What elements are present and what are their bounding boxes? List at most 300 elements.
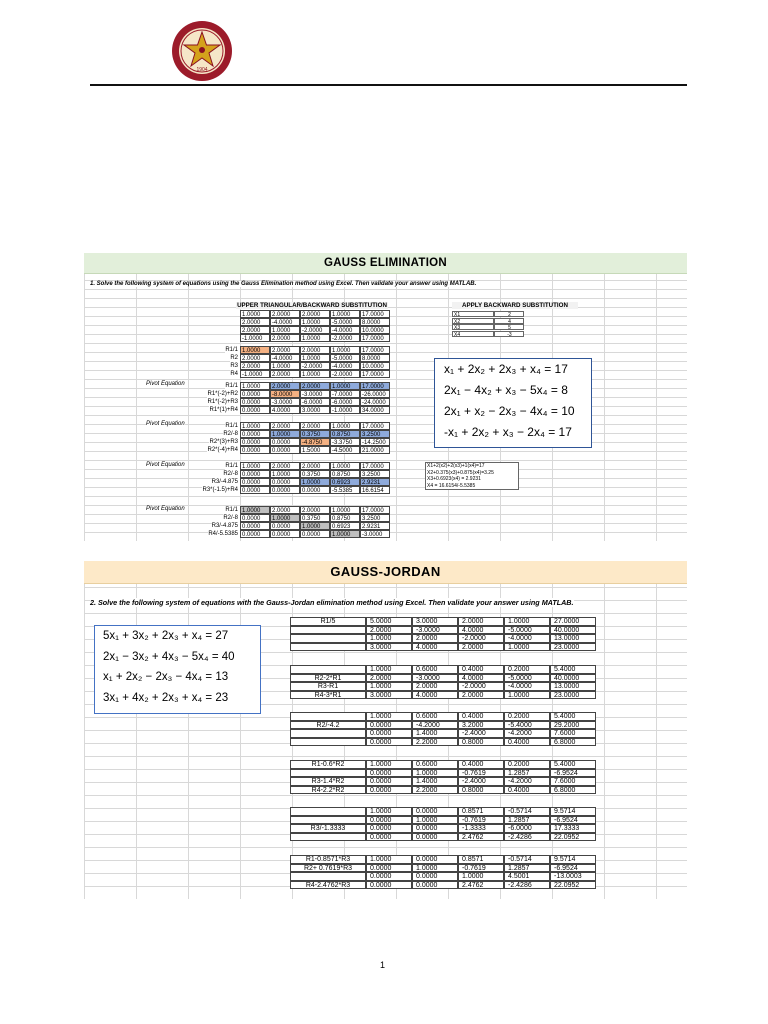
table-cell: 0.0000 bbox=[240, 478, 270, 486]
row-operation-label bbox=[290, 807, 366, 816]
table-cell: 4.0000 bbox=[458, 626, 504, 635]
table-cell: 1.0000 bbox=[240, 506, 270, 514]
table-cell: -1.3333 bbox=[458, 824, 504, 833]
row-operation-label bbox=[290, 833, 366, 842]
table-cell: 0.0000 bbox=[366, 881, 412, 890]
table-row bbox=[290, 816, 596, 825]
row-operation-label: R3-R1 bbox=[290, 682, 366, 691]
table-cell: 2.0000 bbox=[458, 691, 504, 700]
table-cell: 7.6000 bbox=[550, 729, 596, 738]
variable-name: X2 bbox=[452, 318, 494, 324]
table-cell: 1.0000 bbox=[330, 346, 360, 354]
table-cell: 0.8571 bbox=[458, 855, 504, 864]
table-cell: -4.2000 bbox=[504, 777, 550, 786]
table-cell: 2.0000 bbox=[412, 682, 458, 691]
table-cell: 2.9231 bbox=[360, 522, 390, 530]
back-sub-line: X3+0.6923(x4) = 2.9231 bbox=[427, 476, 481, 482]
table-cell: 1.0000 bbox=[240, 346, 270, 354]
table-cell: 2.0000 bbox=[270, 422, 300, 430]
table-row bbox=[223, 430, 390, 438]
table-cell: 2.0000 bbox=[270, 334, 300, 342]
table-cell: -3.0000 bbox=[300, 390, 330, 398]
gauss-elimination-question: 1. Solve the following system of equations using the Gauss Elimination method using Excel. Then validate your answer using MATLAB. bbox=[90, 281, 477, 287]
table-row bbox=[211, 478, 390, 486]
gauss-jordan-section bbox=[84, 561, 687, 899]
table-cell: 5.4000 bbox=[550, 665, 596, 674]
table-cell: 1.0000 bbox=[270, 470, 300, 478]
table-cell: 0.8750 bbox=[330, 514, 360, 522]
table-cell: -8.0000 bbox=[270, 390, 300, 398]
table-row bbox=[290, 833, 596, 842]
equation: 2x₁ − 4x₂ + x₃ − 5x₄ = 8 bbox=[444, 383, 568, 397]
table-cell: 0.4000 bbox=[458, 665, 504, 674]
row-operation-label: R1/1 bbox=[225, 347, 238, 353]
table-cell: 1.0000 bbox=[240, 382, 270, 390]
table-cell: 1.0000 bbox=[412, 816, 458, 825]
table-row bbox=[290, 881, 596, 890]
row-operation-label: R1-0.8571*R3 bbox=[290, 855, 366, 864]
table-cell: 8.0000 bbox=[360, 354, 390, 362]
table-cell: 27.0000 bbox=[550, 617, 596, 626]
equation: x₁ + 2x₂ + 2x₃ + x₄ = 17 bbox=[444, 362, 568, 376]
table-cell: 1.2857 bbox=[504, 769, 550, 778]
back-sub-line: X4 = 16.6154/-5.5385 bbox=[427, 482, 476, 489]
row-operation-label: R2*(-4)+R4 bbox=[207, 447, 238, 453]
table-cell: -2.4000 bbox=[458, 777, 504, 786]
variable-value: 2 bbox=[494, 311, 524, 317]
table-cell: 0.3750 bbox=[300, 470, 330, 478]
table-cell: -7.0000 bbox=[330, 390, 360, 398]
table-row bbox=[223, 470, 390, 478]
table-cell: 1.0000 bbox=[300, 334, 330, 342]
table-cell: 0.0000 bbox=[412, 833, 458, 842]
table-cell: 0.6000 bbox=[412, 712, 458, 721]
table-cell: 0.0000 bbox=[366, 824, 412, 833]
table-cell: 2.0000 bbox=[270, 370, 300, 378]
table-cell: 0.0000 bbox=[270, 478, 300, 486]
table-row bbox=[230, 362, 390, 370]
table-cell: 9.5714 bbox=[550, 807, 596, 816]
table-row bbox=[202, 486, 390, 494]
table-cell: -3.0000 bbox=[412, 626, 458, 635]
equation: -x₁ + 2x₂ + x₃ − 2x₄ = 17 bbox=[444, 425, 572, 439]
table-cell: 2.0000 bbox=[270, 346, 300, 354]
table-cell: 0.0000 bbox=[366, 729, 412, 738]
table-cell: 17.0000 bbox=[360, 370, 390, 378]
table-cell: 1.0000 bbox=[330, 506, 360, 514]
row-operation-label: R1/5 bbox=[290, 617, 366, 626]
table-cell: 3.0000 bbox=[366, 643, 412, 652]
table-cell: 2.0000 bbox=[300, 382, 330, 390]
table-cell: -2.0000 bbox=[300, 362, 330, 370]
table-cell: 2.0000 bbox=[300, 462, 330, 470]
row-operation-label: R2*(3)+R3 bbox=[209, 439, 238, 445]
row-operation-label: R2+ 0.7619*R3 bbox=[290, 864, 366, 873]
row-operation-label: R3/-4.875 bbox=[211, 523, 238, 529]
table-cell: 1.0000 bbox=[300, 318, 330, 326]
table-cell: 2.0000 bbox=[366, 674, 412, 683]
table-cell: 2.0000 bbox=[240, 362, 270, 370]
table-cell: -3.0000 bbox=[412, 674, 458, 683]
table-cell: 17.0000 bbox=[360, 462, 390, 470]
table-cell: 2.2000 bbox=[412, 786, 458, 795]
table-cell: -0.7619 bbox=[458, 816, 504, 825]
table-cell: 0.0000 bbox=[366, 721, 412, 730]
row-operation-label: R2/-8 bbox=[223, 515, 238, 521]
table-cell: -2.4000 bbox=[458, 729, 504, 738]
table-cell: 2.0000 bbox=[300, 346, 330, 354]
table-cell: 0.0000 bbox=[240, 514, 270, 522]
table-cell: -4.0000 bbox=[330, 362, 360, 370]
solution-row bbox=[452, 324, 524, 330]
table-cell: 0.4000 bbox=[458, 712, 504, 721]
back-sub-line: X2+0.375(x3)+0.875(x4)=3.25 bbox=[427, 469, 494, 476]
table-cell: 2.0000 bbox=[240, 354, 270, 362]
table-cell: 8.0000 bbox=[360, 318, 390, 326]
table-cell: 2.4762 bbox=[458, 833, 504, 842]
table-cell: -5.0000 bbox=[504, 674, 550, 683]
table-row bbox=[290, 691, 596, 700]
table-cell: 0.0000 bbox=[366, 864, 412, 873]
table-cell: 3.0000 bbox=[412, 617, 458, 626]
table-cell: 2.0000 bbox=[300, 310, 330, 318]
page-number: 1 bbox=[380, 960, 386, 970]
row-operation-label: R4-2.2*R2 bbox=[290, 786, 366, 795]
table-cell: -1.0000 bbox=[240, 370, 270, 378]
table-cell: 0.8000 bbox=[458, 738, 504, 747]
table-row bbox=[223, 514, 390, 522]
gauss-elimination-title: GAUSS ELIMINATION bbox=[84, 253, 687, 274]
table-cell: -5.4000 bbox=[504, 721, 550, 730]
table-cell: 17.0000 bbox=[360, 334, 390, 342]
row-operation-label: R4-3*R1 bbox=[290, 691, 366, 700]
table-cell: 0.6000 bbox=[412, 760, 458, 769]
table-cell: -3.0000 bbox=[270, 398, 300, 406]
table-cell: 0.0000 bbox=[240, 446, 270, 454]
table-row bbox=[290, 729, 596, 738]
table-row bbox=[240, 326, 390, 334]
table-cell: 1.0000 bbox=[270, 430, 300, 438]
table-cell: 0.0000 bbox=[240, 522, 270, 530]
table-cell: 1.0000 bbox=[412, 864, 458, 873]
table-cell: 0.0000 bbox=[270, 530, 300, 538]
table-cell: 0.8000 bbox=[458, 786, 504, 795]
header-rule bbox=[90, 84, 687, 86]
table-cell: 5.4000 bbox=[550, 760, 596, 769]
table-row bbox=[211, 522, 390, 530]
pivot-equation-label: Pivot Equation bbox=[146, 421, 185, 427]
table-row bbox=[240, 310, 390, 318]
table-row bbox=[207, 398, 390, 406]
table-cell: 0.0000 bbox=[240, 438, 270, 446]
table-cell: 2.0000 bbox=[412, 634, 458, 643]
table-cell: 1.0000 bbox=[330, 530, 360, 538]
table-cell: 13.0000 bbox=[550, 634, 596, 643]
table-cell: 1.2857 bbox=[504, 864, 550, 873]
pivot-equation-label: Pivot Equation bbox=[146, 506, 185, 512]
row-operation-label bbox=[290, 712, 366, 721]
table-cell: 1.0000 bbox=[330, 382, 360, 390]
table-cell: 4.0000 bbox=[270, 406, 300, 414]
row-operation-label bbox=[290, 738, 366, 747]
table-cell: 1.0000 bbox=[366, 712, 412, 721]
gauss-jordan-title: GAUSS-JORDAN bbox=[84, 561, 687, 584]
variable-value: 5 bbox=[494, 324, 524, 330]
table-cell: 17.3333 bbox=[550, 824, 596, 833]
table-cell: 0.0000 bbox=[240, 398, 270, 406]
table-cell: 0.0000 bbox=[366, 777, 412, 786]
table-row bbox=[225, 462, 390, 470]
back-sub-line: X1+2(x2)+2(x3)+1(x4)=17 bbox=[427, 463, 485, 469]
table-row bbox=[290, 786, 596, 795]
pivot-equation-label: Pivot Equation bbox=[146, 381, 185, 387]
table-row bbox=[230, 354, 390, 362]
table-cell: -4.0000 bbox=[270, 318, 300, 326]
table-cell: -2.0000 bbox=[458, 634, 504, 643]
table-row bbox=[225, 346, 390, 354]
table-cell: 10.0000 bbox=[360, 326, 390, 334]
row-operation-label bbox=[290, 769, 366, 778]
row-operation-label: R1/1 bbox=[225, 383, 238, 389]
table-cell: 1.0000 bbox=[366, 807, 412, 816]
table-cell: 1.0000 bbox=[240, 462, 270, 470]
table-cell: 4.0000 bbox=[412, 643, 458, 652]
table-row bbox=[240, 334, 390, 342]
variable-name: X4 bbox=[452, 331, 494, 337]
table-cell: -6.9524 bbox=[550, 769, 596, 778]
table-row bbox=[230, 370, 390, 378]
table-cell: 3.0000 bbox=[300, 406, 330, 414]
table-cell: 0.0000 bbox=[366, 816, 412, 825]
row-operation-label: R2/-8 bbox=[223, 471, 238, 477]
table-row bbox=[290, 674, 596, 683]
row-operation-label: R1-0.6*R2 bbox=[290, 760, 366, 769]
table-cell: 40.0000 bbox=[550, 626, 596, 635]
table-cell: 2.0000 bbox=[300, 506, 330, 514]
solution-row bbox=[452, 318, 524, 324]
table-cell: -6.0000 bbox=[504, 824, 550, 833]
university-seal-logo bbox=[163, 19, 241, 83]
table-cell: 1.0000 bbox=[300, 370, 330, 378]
table-cell: 2.0000 bbox=[270, 462, 300, 470]
svg-text:1904: 1904 bbox=[196, 67, 208, 73]
table-cell: 2.0000 bbox=[270, 310, 300, 318]
table-cell: 1.0000 bbox=[366, 760, 412, 769]
table-row bbox=[225, 506, 390, 514]
gauss-elimination-section bbox=[84, 253, 687, 541]
variable-name: X1 bbox=[452, 311, 494, 317]
table-cell: 1.0000 bbox=[504, 691, 550, 700]
table-row bbox=[209, 406, 390, 414]
table-row bbox=[290, 777, 596, 786]
table-cell: 2.4762 bbox=[458, 881, 504, 890]
table-cell: 1.0000 bbox=[330, 310, 360, 318]
table-cell: -5.0000 bbox=[330, 318, 360, 326]
table-cell: -0.5714 bbox=[504, 855, 550, 864]
table-cell: 1.5000 bbox=[300, 446, 330, 454]
table-cell: 6.8000 bbox=[550, 786, 596, 795]
table-cell: 0.0000 bbox=[300, 486, 330, 494]
table-cell: 2.9231 bbox=[360, 478, 390, 486]
table-cell: 21.0000 bbox=[360, 446, 390, 454]
row-operation-label bbox=[290, 816, 366, 825]
table-cell: 23.0000 bbox=[550, 691, 596, 700]
table-cell: 0.0000 bbox=[240, 430, 270, 438]
table-cell: 0.0000 bbox=[240, 486, 270, 494]
row-operation-label: R3*(-1.5)+R4 bbox=[202, 487, 238, 493]
table-cell: -4.0000 bbox=[504, 682, 550, 691]
table-cell: -4.0000 bbox=[504, 634, 550, 643]
table-cell: -1.0000 bbox=[330, 406, 360, 414]
table-cell: 3.2500 bbox=[360, 430, 390, 438]
gauss-jordan-equations-box bbox=[94, 625, 261, 714]
table-row bbox=[290, 634, 596, 643]
table-cell: 1.0000 bbox=[240, 310, 270, 318]
pivot-equation-label: Pivot Equation bbox=[146, 462, 185, 468]
table-cell: 1.0000 bbox=[270, 326, 300, 334]
table-cell: -0.7619 bbox=[458, 769, 504, 778]
table-cell: 0.0000 bbox=[270, 446, 300, 454]
table-row bbox=[290, 721, 596, 730]
table-cell: 40.0000 bbox=[550, 674, 596, 683]
table-cell: 1.0000 bbox=[300, 478, 330, 486]
row-operation-label: R1*(-2)+R2 bbox=[207, 391, 238, 397]
row-operation-label: R1/1 bbox=[225, 507, 238, 513]
row-operation-label: R1/1 bbox=[225, 463, 238, 469]
table-cell: 0.0000 bbox=[240, 530, 270, 538]
equation: 2x₁ − 3x₂ + 4x₃ − 5x₄ = 40 bbox=[103, 650, 235, 663]
row-operation-label: R2/-4.2 bbox=[290, 721, 366, 730]
table-cell: 2.2000 bbox=[412, 738, 458, 747]
table-row bbox=[290, 712, 596, 721]
table-cell: -2.0000 bbox=[330, 334, 360, 342]
row-operation-label bbox=[290, 634, 366, 643]
table-cell: 5.0000 bbox=[366, 617, 412, 626]
table-cell: 0.0000 bbox=[412, 855, 458, 864]
table-cell: 0.4000 bbox=[504, 738, 550, 747]
table-cell: -5.0000 bbox=[330, 354, 360, 362]
table-cell: 7.6000 bbox=[550, 777, 596, 786]
table-row bbox=[207, 390, 390, 398]
table-cell: -6.0000 bbox=[330, 398, 360, 406]
table-cell: 2.0000 bbox=[240, 318, 270, 326]
table-row bbox=[290, 665, 596, 674]
table-cell: 3.2500 bbox=[360, 470, 390, 478]
table-cell: -5.5385 bbox=[330, 486, 360, 494]
table-cell: -6.0000 bbox=[300, 398, 330, 406]
table-row bbox=[207, 446, 390, 454]
table-cell: 1.0000 bbox=[366, 682, 412, 691]
table-cell: 4.0000 bbox=[412, 691, 458, 700]
table-cell: 2.0000 bbox=[300, 422, 330, 430]
row-operation-label: R3/-1.3333 bbox=[290, 824, 366, 833]
equation: 5x₁ + 3x₂ + 2x₃ + x₄ = 27 bbox=[103, 630, 229, 642]
row-operation-label bbox=[290, 643, 366, 652]
table-cell: 2.0000 bbox=[458, 643, 504, 652]
table-cell: 1.0000 bbox=[330, 462, 360, 470]
gauss-jordan-question: 2. Solve the following system of equations with the Gauss-Jordan elimination method using Excel. Then validate your answer using MATLAB. bbox=[90, 598, 574, 607]
row-operation-label: R3 bbox=[230, 363, 238, 369]
table-cell: 0.0000 bbox=[366, 833, 412, 842]
table-cell: -5.0000 bbox=[504, 626, 550, 635]
table-cell: -4.8750 bbox=[300, 438, 330, 446]
table-cell: 0.0000 bbox=[412, 881, 458, 890]
table-cell: 1.0000 bbox=[504, 617, 550, 626]
table-row bbox=[290, 617, 596, 626]
table-cell: -2.0000 bbox=[458, 682, 504, 691]
table-cell: 17.0000 bbox=[360, 310, 390, 318]
table-cell: 0.0000 bbox=[412, 872, 458, 881]
table-cell: 0.6923 bbox=[330, 478, 360, 486]
table-cell: -2.4286 bbox=[504, 881, 550, 890]
table-cell: 1.0000 bbox=[366, 665, 412, 674]
table-cell: -3.3750 bbox=[330, 438, 360, 446]
table-row bbox=[225, 422, 390, 430]
table-cell: 0.6000 bbox=[412, 665, 458, 674]
table-cell: 10.0000 bbox=[360, 362, 390, 370]
equation: 2x₁ + x₂ − 2x₃ − 4x₄ = 10 bbox=[444, 404, 575, 418]
table-cell: -2.4286 bbox=[504, 833, 550, 842]
table-cell: 17.0000 bbox=[360, 382, 390, 390]
table-cell: 6.8000 bbox=[550, 738, 596, 747]
table-cell: -4.2000 bbox=[504, 729, 550, 738]
table-cell: 0.0000 bbox=[366, 786, 412, 795]
table-cell: 0.0000 bbox=[240, 390, 270, 398]
table-cell: 22.0952 bbox=[550, 833, 596, 842]
table-cell: -26.0000 bbox=[360, 390, 390, 398]
apply-backward-header: APPLY BACKWARD SUBSTITUTION bbox=[452, 302, 578, 309]
row-operation-label: R1*(1)+R4 bbox=[209, 407, 238, 413]
table-cell: 4.0000 bbox=[458, 674, 504, 683]
table-cell: 0.8571 bbox=[458, 807, 504, 816]
table-cell: 0.6923 bbox=[330, 522, 360, 530]
table-cell: 9.5714 bbox=[550, 855, 596, 864]
table-cell: 1.0000 bbox=[366, 634, 412, 643]
table-cell: -2.0000 bbox=[330, 370, 360, 378]
table-row bbox=[290, 769, 596, 778]
table-cell: 1.4000 bbox=[412, 729, 458, 738]
table-cell: 0.0000 bbox=[366, 769, 412, 778]
table-cell: 1.4000 bbox=[412, 777, 458, 786]
table-cell: 29.2000 bbox=[550, 721, 596, 730]
table-row bbox=[290, 760, 596, 769]
solution-row bbox=[452, 331, 524, 337]
table-row bbox=[225, 382, 390, 390]
table-row bbox=[290, 855, 596, 864]
table-cell: 0.0000 bbox=[366, 738, 412, 747]
table-cell: 3.0000 bbox=[366, 691, 412, 700]
table-row bbox=[290, 807, 596, 816]
table-cell: 13.0000 bbox=[550, 682, 596, 691]
table-cell: 0.0000 bbox=[240, 406, 270, 414]
table-cell: 16.6154 bbox=[360, 486, 390, 494]
table-cell: 2.0000 bbox=[458, 617, 504, 626]
table-cell: -6.9524 bbox=[550, 864, 596, 873]
table-cell: -1.0000 bbox=[240, 334, 270, 342]
table-cell: 1.2857 bbox=[504, 816, 550, 825]
table-cell: 1.0000 bbox=[366, 855, 412, 864]
row-operation-label: R1*(-2)+R3 bbox=[207, 399, 238, 405]
equation: x₁ + 2x₂ − 2x₃ − 4x₄ = 13 bbox=[103, 671, 229, 683]
table-cell: 17.0000 bbox=[360, 346, 390, 354]
table-cell: 0.3750 bbox=[300, 430, 330, 438]
table-cell: 0.0000 bbox=[300, 530, 330, 538]
table-cell: 2.0000 bbox=[366, 626, 412, 635]
table-cell: 0.0000 bbox=[240, 470, 270, 478]
table-cell: -4.2000 bbox=[412, 721, 458, 730]
row-operation-label: R4/-5.5385 bbox=[208, 531, 238, 537]
table-cell: -24.0000 bbox=[360, 398, 390, 406]
